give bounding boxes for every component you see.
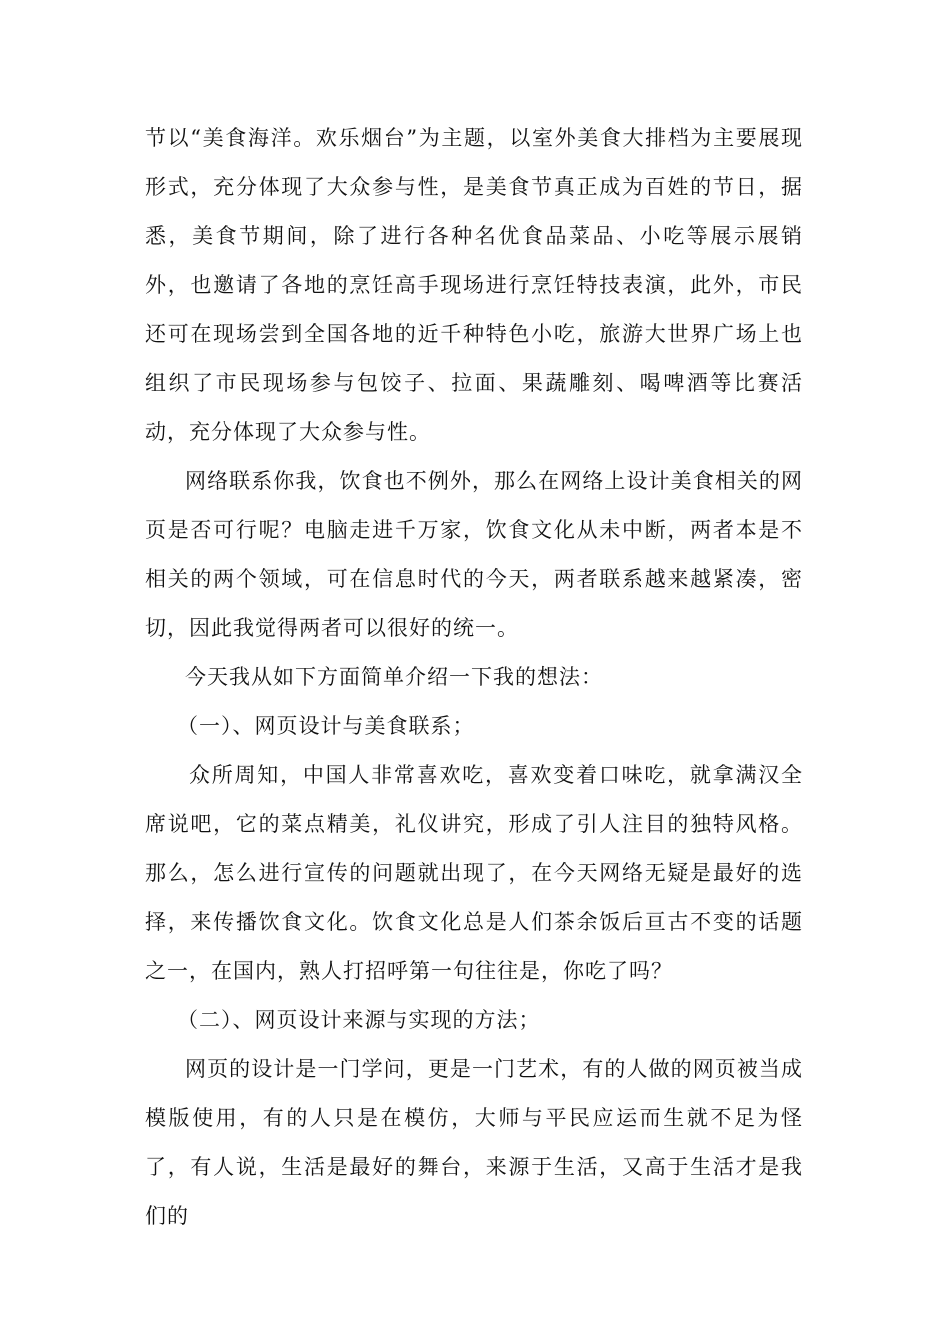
document-body bbox=[145, 114, 803, 1241]
paragraph-network: 网络联系你我，饮食也不例外，那么在网络上设计美食相关的网页是否可行呢？电脑走进千万家，饮食文化从未中断，两者本是不相关的两个领域，可在信息时代的今天，两者联系越来越紧凑，密切，因此我觉得两者可以很好的统一。 bbox=[145, 469, 803, 640]
paragraph-design: 网页的设计是一门学问，更是一门艺术，有的人做的网页被当成模版使用，有的人只是在模仿，大师与平民应运而生就不足为怪了，有人说，生活是最好的舞台，来源于生活，又高于生活才是我们的 bbox=[145, 1057, 803, 1228]
section-heading-1: （一）、网页设计与美食联系； bbox=[177, 714, 475, 738]
paragraph-intro: 今天我从如下方面简单介绍一下我的想法： bbox=[185, 665, 603, 689]
paragraph-continuation: 节以“美食海洋。欢乐烟台”为主题，以室外美食大排档为主要展现形式，充分体现了大众参与性，是美食节真正成为百姓的节日，据悉，美食节期间，除了进行各种名优食品菜品、小吃等展示展销外，也邀请了各地的烹饪高手现场进行烹饪特技表演，此外，市民还可在现场尝到全国各地的近千种特色小吃，旅游大世界广场上也组织了市民现场参与包饺子、拉面、果蔬雕刻、喝啤酒等比赛活动，充分体现了大众参与性。 bbox=[145, 126, 803, 444]
section-heading-2: （二）、网页设计来源与实现的方法； bbox=[177, 1008, 541, 1032]
paragraph-culture: 众所周知，中国人非常喜欢吃，喜欢变着口味吃，就拿满汉全席说吧，它的菜点精美，礼仪讲究，形成了引人注目的独特风格。那么，怎么进行宣传的问题就出现了，在今天网络无疑是最好的选择，来传播饮食文化。饮食文化总是人们茶余饭后亘古不变的话题之一，在国内，熟人打招呼第一句往往是，你吃了吗？ bbox=[145, 763, 803, 983]
